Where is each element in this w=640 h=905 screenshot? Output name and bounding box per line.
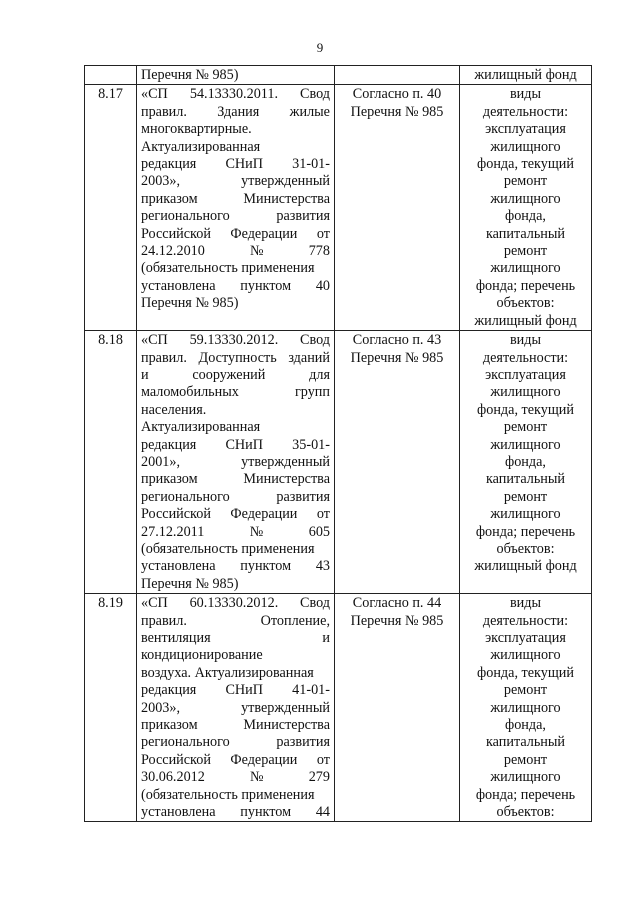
activity-line: эксплуатация — [485, 630, 566, 646]
activity-line: жилищный фонд — [474, 67, 577, 83]
activity-line: ремонт — [503, 173, 548, 190]
document-line: Актуализированная — [141, 138, 261, 155]
document-line: воздуха. Актуализированная — [141, 664, 314, 681]
word: правил. — [141, 612, 187, 629]
word: маломобильных — [141, 384, 239, 401]
word: правил. — [141, 103, 187, 120]
word: Свод — [300, 86, 330, 103]
activity-line: жилищного — [490, 436, 561, 453]
word: Российской — [141, 506, 211, 523]
word: 2003», — [141, 699, 181, 716]
activity-line: жилищный фонд — [474, 558, 577, 575]
document-line — [141, 595, 330, 612]
word: развития — [276, 488, 330, 505]
activity-line: жилищного — [490, 260, 561, 277]
activity-cell — [460, 66, 592, 85]
document-line — [141, 384, 330, 401]
activity-line: виды — [509, 86, 542, 103]
document-line — [141, 682, 330, 699]
document-cell — [137, 66, 335, 85]
activity-cell — [460, 85, 592, 331]
word: Министерства — [243, 717, 330, 734]
word: пунктом — [240, 804, 292, 821]
basis-line: Согласно п. 40 — [352, 86, 442, 103]
word: приказом — [141, 717, 198, 734]
word: Федерации — [230, 506, 298, 523]
word: Отопление, — [260, 612, 330, 629]
word: СНиП — [225, 682, 264, 699]
activity-line: жилищного — [490, 699, 561, 716]
document-line — [141, 524, 330, 541]
document-line — [141, 350, 330, 367]
document-cell — [137, 85, 335, 331]
word: 30.06.2012 — [141, 769, 205, 786]
item-number-cell: 8.18 — [85, 331, 137, 594]
word: развития — [276, 208, 330, 225]
document-line — [141, 278, 330, 295]
activity-line: деятельности: — [482, 103, 569, 120]
activity-line: фонда, текущий — [477, 156, 574, 173]
page-number: 9 — [316, 40, 324, 55]
word: «СП — [141, 332, 168, 349]
word: 40 — [315, 277, 330, 294]
word: СНиП — [225, 436, 264, 453]
document-line — [141, 558, 330, 575]
activity-line: жилищного — [490, 384, 561, 401]
word: и — [322, 630, 330, 646]
word: от — [316, 506, 330, 523]
activity-line: жилищного — [490, 647, 561, 664]
document-line: населения. — [141, 401, 207, 418]
document-line — [141, 367, 330, 384]
word: установлена — [141, 277, 216, 294]
word: редакция — [141, 682, 197, 699]
activity-line: объектов: — [496, 295, 555, 312]
activity-line: эксплуатация — [485, 121, 566, 138]
table-row — [85, 594, 592, 822]
document-line: Актуализированная — [141, 419, 261, 436]
norms-table — [84, 65, 592, 822]
word: приказом — [141, 190, 198, 207]
word: приказом — [141, 471, 198, 488]
activity-line: капитальный — [485, 734, 566, 751]
document-line: (обязательность применения — [141, 540, 315, 557]
word: редакция — [141, 156, 197, 173]
word: установлена — [141, 558, 216, 575]
word: пунктом — [240, 558, 292, 575]
word: 35-01- — [292, 436, 330, 453]
word: зданий — [288, 349, 330, 366]
activity-line: фонда, текущий — [477, 664, 574, 681]
word: 43 — [315, 558, 330, 575]
word: 41-01- — [292, 682, 330, 699]
word: от — [316, 751, 330, 768]
word: утвержденный — [241, 699, 330, 716]
word: 2003», — [141, 173, 181, 190]
word: регионального — [141, 208, 230, 225]
basis-line: Согласно п. 44 — [352, 595, 442, 612]
item-number-cell: 8.17 — [85, 85, 137, 331]
word: развития — [276, 734, 330, 751]
activity-line: объектов: — [496, 804, 555, 821]
document-line — [141, 437, 330, 454]
word: для — [309, 366, 330, 383]
word: групп — [294, 384, 330, 401]
word: Доступность — [198, 349, 277, 366]
activity-line: ремонт — [503, 751, 548, 768]
document-line — [141, 804, 330, 821]
activity-line: виды — [509, 332, 542, 349]
document-line: Перечня № 985) — [141, 295, 239, 312]
word: СНиП — [225, 156, 264, 173]
table-row — [85, 66, 592, 85]
document-line: кондиционирование — [141, 647, 263, 664]
word: утвержденный — [241, 173, 330, 190]
word: 2001», — [141, 453, 181, 470]
word: 605 — [308, 523, 330, 540]
activity-line: фонда, — [505, 208, 546, 225]
document-line — [141, 454, 330, 471]
word: 60.13330.2012. — [189, 595, 279, 612]
basis-line: Перечня № 985 — [350, 103, 444, 120]
activity-line: жилищного — [490, 138, 561, 155]
document-line — [141, 86, 330, 103]
activity-line: фонда; перечень — [475, 786, 576, 803]
document-line — [141, 506, 330, 523]
activity-line: жилищного — [490, 769, 561, 786]
word: утвержденный — [241, 453, 330, 470]
word: 27.12.2011 — [141, 523, 205, 540]
activity-line: фонда, — [505, 453, 546, 470]
document-line: (обязательность применения — [141, 786, 315, 803]
word: № — [250, 769, 264, 786]
word: Здания — [217, 103, 260, 120]
word: регионального — [141, 734, 230, 751]
word: Федерации — [230, 225, 298, 242]
basis-line: Перечня № 985 — [350, 349, 444, 366]
basis-cell — [335, 331, 460, 594]
word: «СП — [141, 86, 168, 103]
word: Свод — [300, 595, 330, 612]
word: Федерации — [230, 751, 298, 768]
document-line: Перечня № 985) — [141, 575, 239, 592]
activity-line: фонда; перечень — [475, 523, 576, 540]
document-line — [141, 613, 330, 630]
word: 279 — [308, 769, 330, 786]
word: 59.13330.2012. — [189, 332, 279, 349]
table-row — [85, 331, 592, 594]
activity-line: фонда, — [505, 717, 546, 734]
word: Российской — [141, 751, 211, 768]
word: жилые — [289, 103, 330, 120]
basis-cell — [335, 85, 460, 331]
word: редакция — [141, 436, 197, 453]
word: Министерства — [243, 190, 330, 207]
activity-line: фонда, текущий — [477, 401, 574, 418]
item-number-cell — [85, 66, 137, 85]
word: регионального — [141, 488, 230, 505]
document-line — [141, 243, 330, 260]
document-line — [141, 104, 330, 121]
document-line — [141, 489, 330, 506]
word: Министерства — [243, 471, 330, 488]
word: 24.12.2010 — [141, 243, 205, 260]
document-line — [141, 156, 330, 173]
word: 44 — [315, 804, 330, 821]
activity-line: ремонт — [503, 682, 548, 699]
document-line — [141, 471, 330, 488]
document-cell — [137, 594, 335, 822]
word: 778 — [308, 243, 330, 260]
word: сооружений — [192, 366, 266, 383]
document-line: (обязательность применения — [141, 260, 315, 277]
document-line — [141, 332, 330, 349]
table-row — [85, 85, 592, 331]
table-body — [85, 66, 592, 822]
activity-line: ремонт — [503, 488, 548, 505]
document-line — [141, 208, 330, 225]
activity-line: капитальный — [485, 471, 566, 488]
basis-cell — [335, 594, 460, 822]
document-cell — [137, 331, 335, 594]
basis-line: Согласно п. 43 — [352, 332, 442, 349]
word: Российской — [141, 225, 211, 242]
basis-cell — [335, 66, 460, 85]
word: «СП — [141, 595, 168, 612]
document-line — [141, 752, 330, 769]
activity-line: виды — [509, 595, 542, 612]
activity-line: объектов: — [496, 540, 555, 557]
activity-line: деятельности: — [482, 612, 569, 629]
document-line: Перечня № 985) — [141, 67, 239, 83]
word: от — [316, 225, 330, 242]
word: установлена — [141, 804, 216, 821]
activity-cell — [460, 594, 592, 822]
document-line — [141, 734, 330, 751]
document-line — [141, 173, 330, 190]
document-line — [141, 630, 330, 647]
activity-line: эксплуатация — [485, 366, 566, 383]
word: правил. — [141, 349, 187, 366]
word: вентиляция — [141, 630, 211, 646]
activity-line: жилищного — [490, 190, 561, 207]
word: и — [141, 366, 149, 383]
activity-line: фонда; перечень — [475, 277, 576, 294]
activity-line: ремонт — [503, 419, 548, 436]
word: № — [249, 523, 264, 540]
item-number-cell: 8.19 — [85, 594, 137, 822]
document-line — [141, 700, 330, 717]
activity-line: жилищный фонд — [474, 312, 577, 329]
document-line — [141, 226, 330, 243]
activity-line: капитальный — [485, 225, 566, 242]
activity-line: жилищного — [490, 506, 561, 523]
activity-line: ремонт — [503, 243, 548, 260]
word: пунктом — [240, 277, 292, 294]
activity-line: деятельности: — [482, 349, 569, 366]
word: Свод — [300, 332, 330, 349]
word: 54.13330.2011. — [189, 86, 278, 103]
word: № — [250, 243, 264, 260]
word: 31-01- — [292, 156, 330, 173]
document-line — [141, 769, 330, 786]
document-line — [141, 717, 330, 734]
document-line — [141, 191, 330, 208]
activity-cell — [460, 331, 592, 594]
basis-line: Перечня № 985 — [350, 612, 444, 629]
document-line: многоквартирные. — [141, 121, 252, 138]
